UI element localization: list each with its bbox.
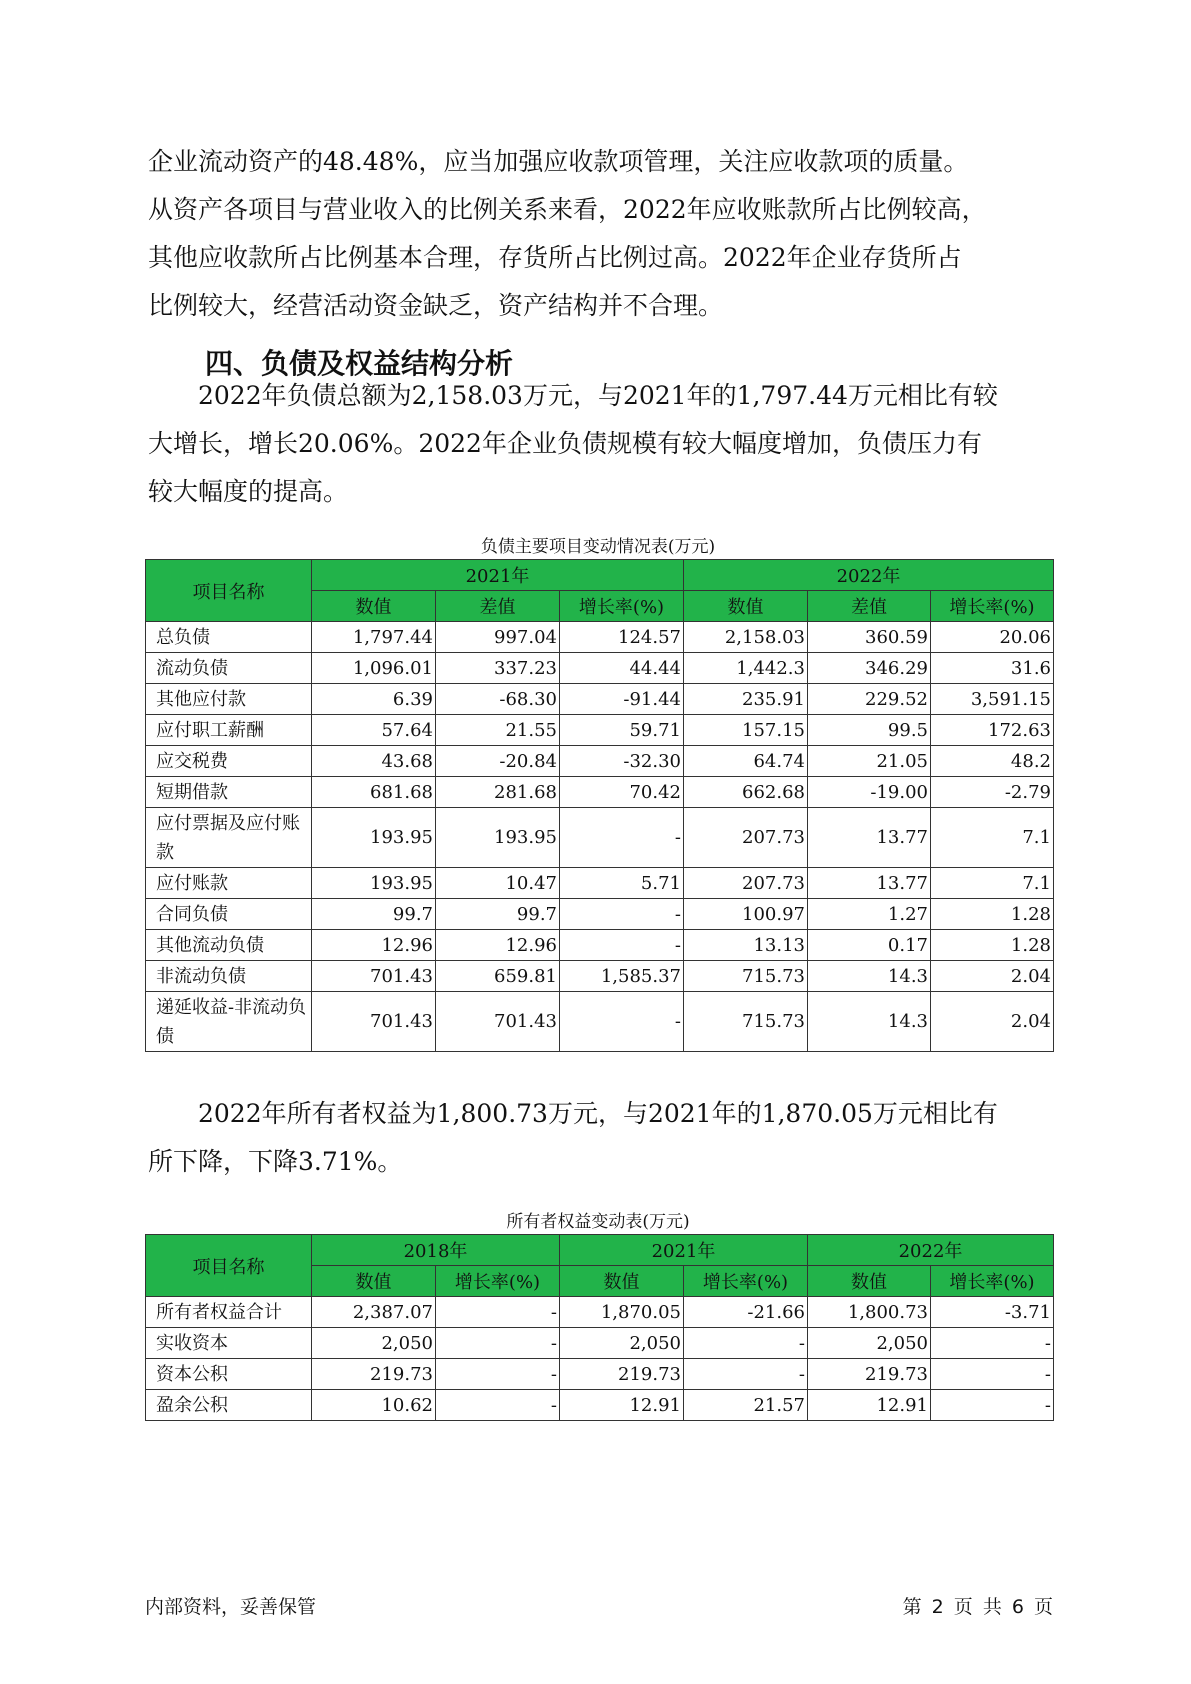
- table-row: [146, 930, 1054, 961]
- table-cell: -: [560, 930, 684, 961]
- table-cell: 12.96: [436, 930, 560, 961]
- table-cell: 14.3: [808, 992, 931, 1052]
- header-difference: 差值: [436, 591, 560, 622]
- row-item-name: 递延收益-非流动负债: [146, 992, 312, 1052]
- table-cell: 662.68: [684, 777, 808, 808]
- table-cell: 21.57: [684, 1390, 808, 1421]
- table-cell: 1,585.37: [560, 961, 684, 992]
- table-cell: 172.63: [931, 715, 1054, 746]
- table-cell: 997.04: [436, 622, 560, 653]
- paragraph-line: 2022年所有者权益为1,800.73万元，与2021年的1,870.05万元相比有: [198, 1099, 998, 1128]
- table-cell: 21.55: [436, 715, 560, 746]
- footer-page-number: 第 2 页 共 6 页: [902, 1596, 1053, 1618]
- table-cell: 31.6: [931, 653, 1054, 684]
- table-cell: 157.15: [684, 715, 808, 746]
- table-row: [146, 1359, 1054, 1390]
- table-cell: 701.43: [436, 992, 560, 1052]
- equity-table-body: [146, 1297, 1054, 1421]
- table-cell: 701.43: [312, 992, 436, 1052]
- table-row: [146, 777, 1054, 808]
- table-row: [146, 961, 1054, 992]
- row-item-name: 其他流动负债: [146, 930, 312, 961]
- table-cell: 10.62: [312, 1390, 436, 1421]
- table-cell: 10.47: [436, 868, 560, 899]
- paragraph-line: 大增长，增长20.06%。2022年企业负债规模有较大幅度增加，负债压力有: [148, 429, 982, 458]
- table-cell: 0.17: [808, 930, 931, 961]
- table-cell: 2,387.07: [312, 1297, 436, 1328]
- table-row: [146, 992, 1054, 1052]
- table-cell: 360.59: [808, 622, 931, 653]
- table-cell: 207.73: [684, 868, 808, 899]
- table-cell: 346.29: [808, 653, 931, 684]
- table-cell: -: [560, 808, 684, 868]
- table-cell: 229.52: [808, 684, 931, 715]
- table-cell: 659.81: [436, 961, 560, 992]
- table-cell: 2,050: [808, 1328, 931, 1359]
- row-item-name: 非流动负债: [146, 961, 312, 992]
- table-row: [146, 715, 1054, 746]
- intro-paragraph: [148, 138, 1048, 330]
- table-cell: 715.73: [684, 961, 808, 992]
- table-row: [146, 868, 1054, 899]
- table-cell: -: [684, 1328, 808, 1359]
- table-cell: 1,800.73: [808, 1297, 931, 1328]
- equity-table: [145, 1234, 1054, 1421]
- table-cell: 2,158.03: [684, 622, 808, 653]
- table-cell: 681.68: [312, 777, 436, 808]
- footer-confidential-note: 内部资料，妥善保管: [145, 1596, 317, 1618]
- paragraph-line: 从资产各项目与营业收入的比例关系来看，2022年应收账款所占比例较高，: [148, 195, 987, 224]
- table-cell: 1,096.01: [312, 653, 436, 684]
- table-cell: 12.96: [312, 930, 436, 961]
- row-item-name: 资本公积: [146, 1359, 312, 1390]
- table-cell: -32.30: [560, 746, 684, 777]
- header-difference: 差值: [808, 591, 931, 622]
- table-cell: 337.23: [436, 653, 560, 684]
- row-item-name: 其他应付款: [146, 684, 312, 715]
- table-cell: -2.79: [931, 777, 1054, 808]
- table-cell: 2,050: [312, 1328, 436, 1359]
- table-cell: 57.64: [312, 715, 436, 746]
- table-cell: 1.28: [931, 930, 1054, 961]
- table-cell: 43.68: [312, 746, 436, 777]
- table-cell: 1.28: [931, 899, 1054, 930]
- paragraph-line: 所下降，下降3.71%。: [148, 1147, 403, 1176]
- table-cell: 20.06: [931, 622, 1054, 653]
- table-cell: -: [436, 1328, 560, 1359]
- table-row: [146, 746, 1054, 777]
- table-cell: -: [436, 1297, 560, 1328]
- table-cell: 235.91: [684, 684, 808, 715]
- table-cell: 219.73: [312, 1359, 436, 1390]
- table-row: [146, 1297, 1054, 1328]
- table-row: [146, 684, 1054, 715]
- table-cell: 219.73: [560, 1359, 684, 1390]
- header-value: 数值: [684, 591, 808, 622]
- equity-table-caption: 所有者权益变动表(万元): [506, 1212, 690, 1232]
- table-cell: 6.39: [312, 684, 436, 715]
- table-cell: 13.77: [808, 808, 931, 868]
- table-row: [146, 653, 1054, 684]
- table-cell: 1,870.05: [560, 1297, 684, 1328]
- table-cell: 2,050: [560, 1328, 684, 1359]
- table-cell: 14.3: [808, 961, 931, 992]
- header-growth-rate: 增长率(%): [560, 591, 684, 622]
- table-cell: 100.97: [684, 899, 808, 930]
- table-cell: 99.5: [808, 715, 931, 746]
- table-cell: -: [560, 899, 684, 930]
- liability-table-caption: 负债主要项目变动情况表(万元): [480, 537, 716, 557]
- header-growth-rate: 增长率(%): [684, 1266, 808, 1297]
- table-cell: 701.43: [312, 961, 436, 992]
- header-growth-rate: 增长率(%): [931, 591, 1054, 622]
- table-cell: 7.1: [931, 868, 1054, 899]
- table-cell: 59.71: [560, 715, 684, 746]
- table-cell: 99.7: [312, 899, 436, 930]
- header-growth-rate: 增长率(%): [931, 1266, 1054, 1297]
- header-item-name: 项目名称: [146, 1235, 312, 1297]
- header-value: 数值: [312, 1266, 436, 1297]
- table-cell: 44.44: [560, 653, 684, 684]
- paragraph-line: 其他应收款所占比例基本合理，存货所占比例过高。2022年企业存货所占: [148, 243, 962, 272]
- table-cell: 13.13: [684, 930, 808, 961]
- table-cell: 124.57: [560, 622, 684, 653]
- table-cell: 281.68: [436, 777, 560, 808]
- paragraph-line: 2022年负债总额为2,158.03万元，与2021年的1,797.44万元相比有较: [198, 381, 998, 410]
- row-item-name: 所有者权益合计: [146, 1297, 312, 1328]
- table-cell: -3.71: [931, 1297, 1054, 1328]
- liability-table-body: [146, 622, 1054, 1052]
- table-cell: 13.77: [808, 868, 931, 899]
- table-cell: -: [684, 1359, 808, 1390]
- paragraph-line: 企业流动资产的48.48%，应当加强应收款项管理，关注应收款项的质量。: [148, 147, 969, 176]
- table-row: [146, 622, 1054, 653]
- table-cell: 21.05: [808, 746, 931, 777]
- equity-paragraph: [148, 1090, 1048, 1186]
- table-cell: 12.91: [560, 1390, 684, 1421]
- table-cell: -91.44: [560, 684, 684, 715]
- table-cell: 207.73: [684, 808, 808, 868]
- header-value: 数值: [560, 1266, 684, 1297]
- table-cell: -: [931, 1328, 1054, 1359]
- table-cell: -68.30: [436, 684, 560, 715]
- header-year: 2018年: [312, 1235, 560, 1266]
- row-item-name: 应交税费: [146, 746, 312, 777]
- table-cell: 64.74: [684, 746, 808, 777]
- table-row: [146, 808, 1054, 868]
- table-cell: 193.95: [312, 868, 436, 899]
- row-item-name: 盈余公积: [146, 1390, 312, 1421]
- row-item-name: 实收资本: [146, 1328, 312, 1359]
- liability-table: [145, 559, 1054, 1052]
- table-cell: -: [560, 992, 684, 1052]
- table-cell: 7.1: [931, 808, 1054, 868]
- table-cell: 715.73: [684, 992, 808, 1052]
- table-cell: 70.42: [560, 777, 684, 808]
- section-heading: 四、负债及权益结构分析: [205, 347, 514, 380]
- row-item-name: 短期借款: [146, 777, 312, 808]
- table-cell: 99.7: [436, 899, 560, 930]
- header-growth-rate: 增长率(%): [436, 1266, 560, 1297]
- row-item-name: 流动负债: [146, 653, 312, 684]
- table-cell: 48.2: [931, 746, 1054, 777]
- header-value: 数值: [312, 591, 436, 622]
- table-cell: -21.66: [684, 1297, 808, 1328]
- table-cell: 219.73: [808, 1359, 931, 1390]
- table-cell: 193.95: [312, 808, 436, 868]
- table-cell: -20.84: [436, 746, 560, 777]
- row-item-name: 应付职工薪酬: [146, 715, 312, 746]
- table-cell: -: [931, 1390, 1054, 1421]
- table-cell: -19.00: [808, 777, 931, 808]
- header-item-name: 项目名称: [146, 560, 312, 622]
- table-cell: 2.04: [931, 992, 1054, 1052]
- header-value: 数值: [808, 1266, 931, 1297]
- table-cell: 1,442.3: [684, 653, 808, 684]
- table-cell: 5.71: [560, 868, 684, 899]
- row-item-name: 总负债: [146, 622, 312, 653]
- table-cell: -: [931, 1359, 1054, 1390]
- paragraph-line: 较大幅度的提高。: [148, 477, 349, 506]
- header-year: 2022年: [808, 1235, 1054, 1266]
- table-cell: 1.27: [808, 899, 931, 930]
- liability-paragraph: [148, 372, 1048, 516]
- table-row: [146, 899, 1054, 930]
- table-row: [146, 1390, 1054, 1421]
- table-row: [146, 1328, 1054, 1359]
- table-cell: 1,797.44: [312, 622, 436, 653]
- table-cell: 193.95: [436, 808, 560, 868]
- header-year: 2021年: [312, 560, 684, 591]
- table-cell: 2.04: [931, 961, 1054, 992]
- header-year: 2022年: [684, 560, 1054, 591]
- paragraph-line: 比例较大，经营活动资金缺乏，资产结构并不合理。: [148, 291, 724, 320]
- table-cell: -: [436, 1359, 560, 1390]
- table-cell: 3,591.15: [931, 684, 1054, 715]
- header-year: 2021年: [560, 1235, 808, 1266]
- table-cell: -: [436, 1390, 560, 1421]
- row-item-name: 合同负债: [146, 899, 312, 930]
- table-cell: 12.91: [808, 1390, 931, 1421]
- row-item-name: 应付账款: [146, 868, 312, 899]
- row-item-name: 应付票据及应付账款: [146, 808, 312, 868]
